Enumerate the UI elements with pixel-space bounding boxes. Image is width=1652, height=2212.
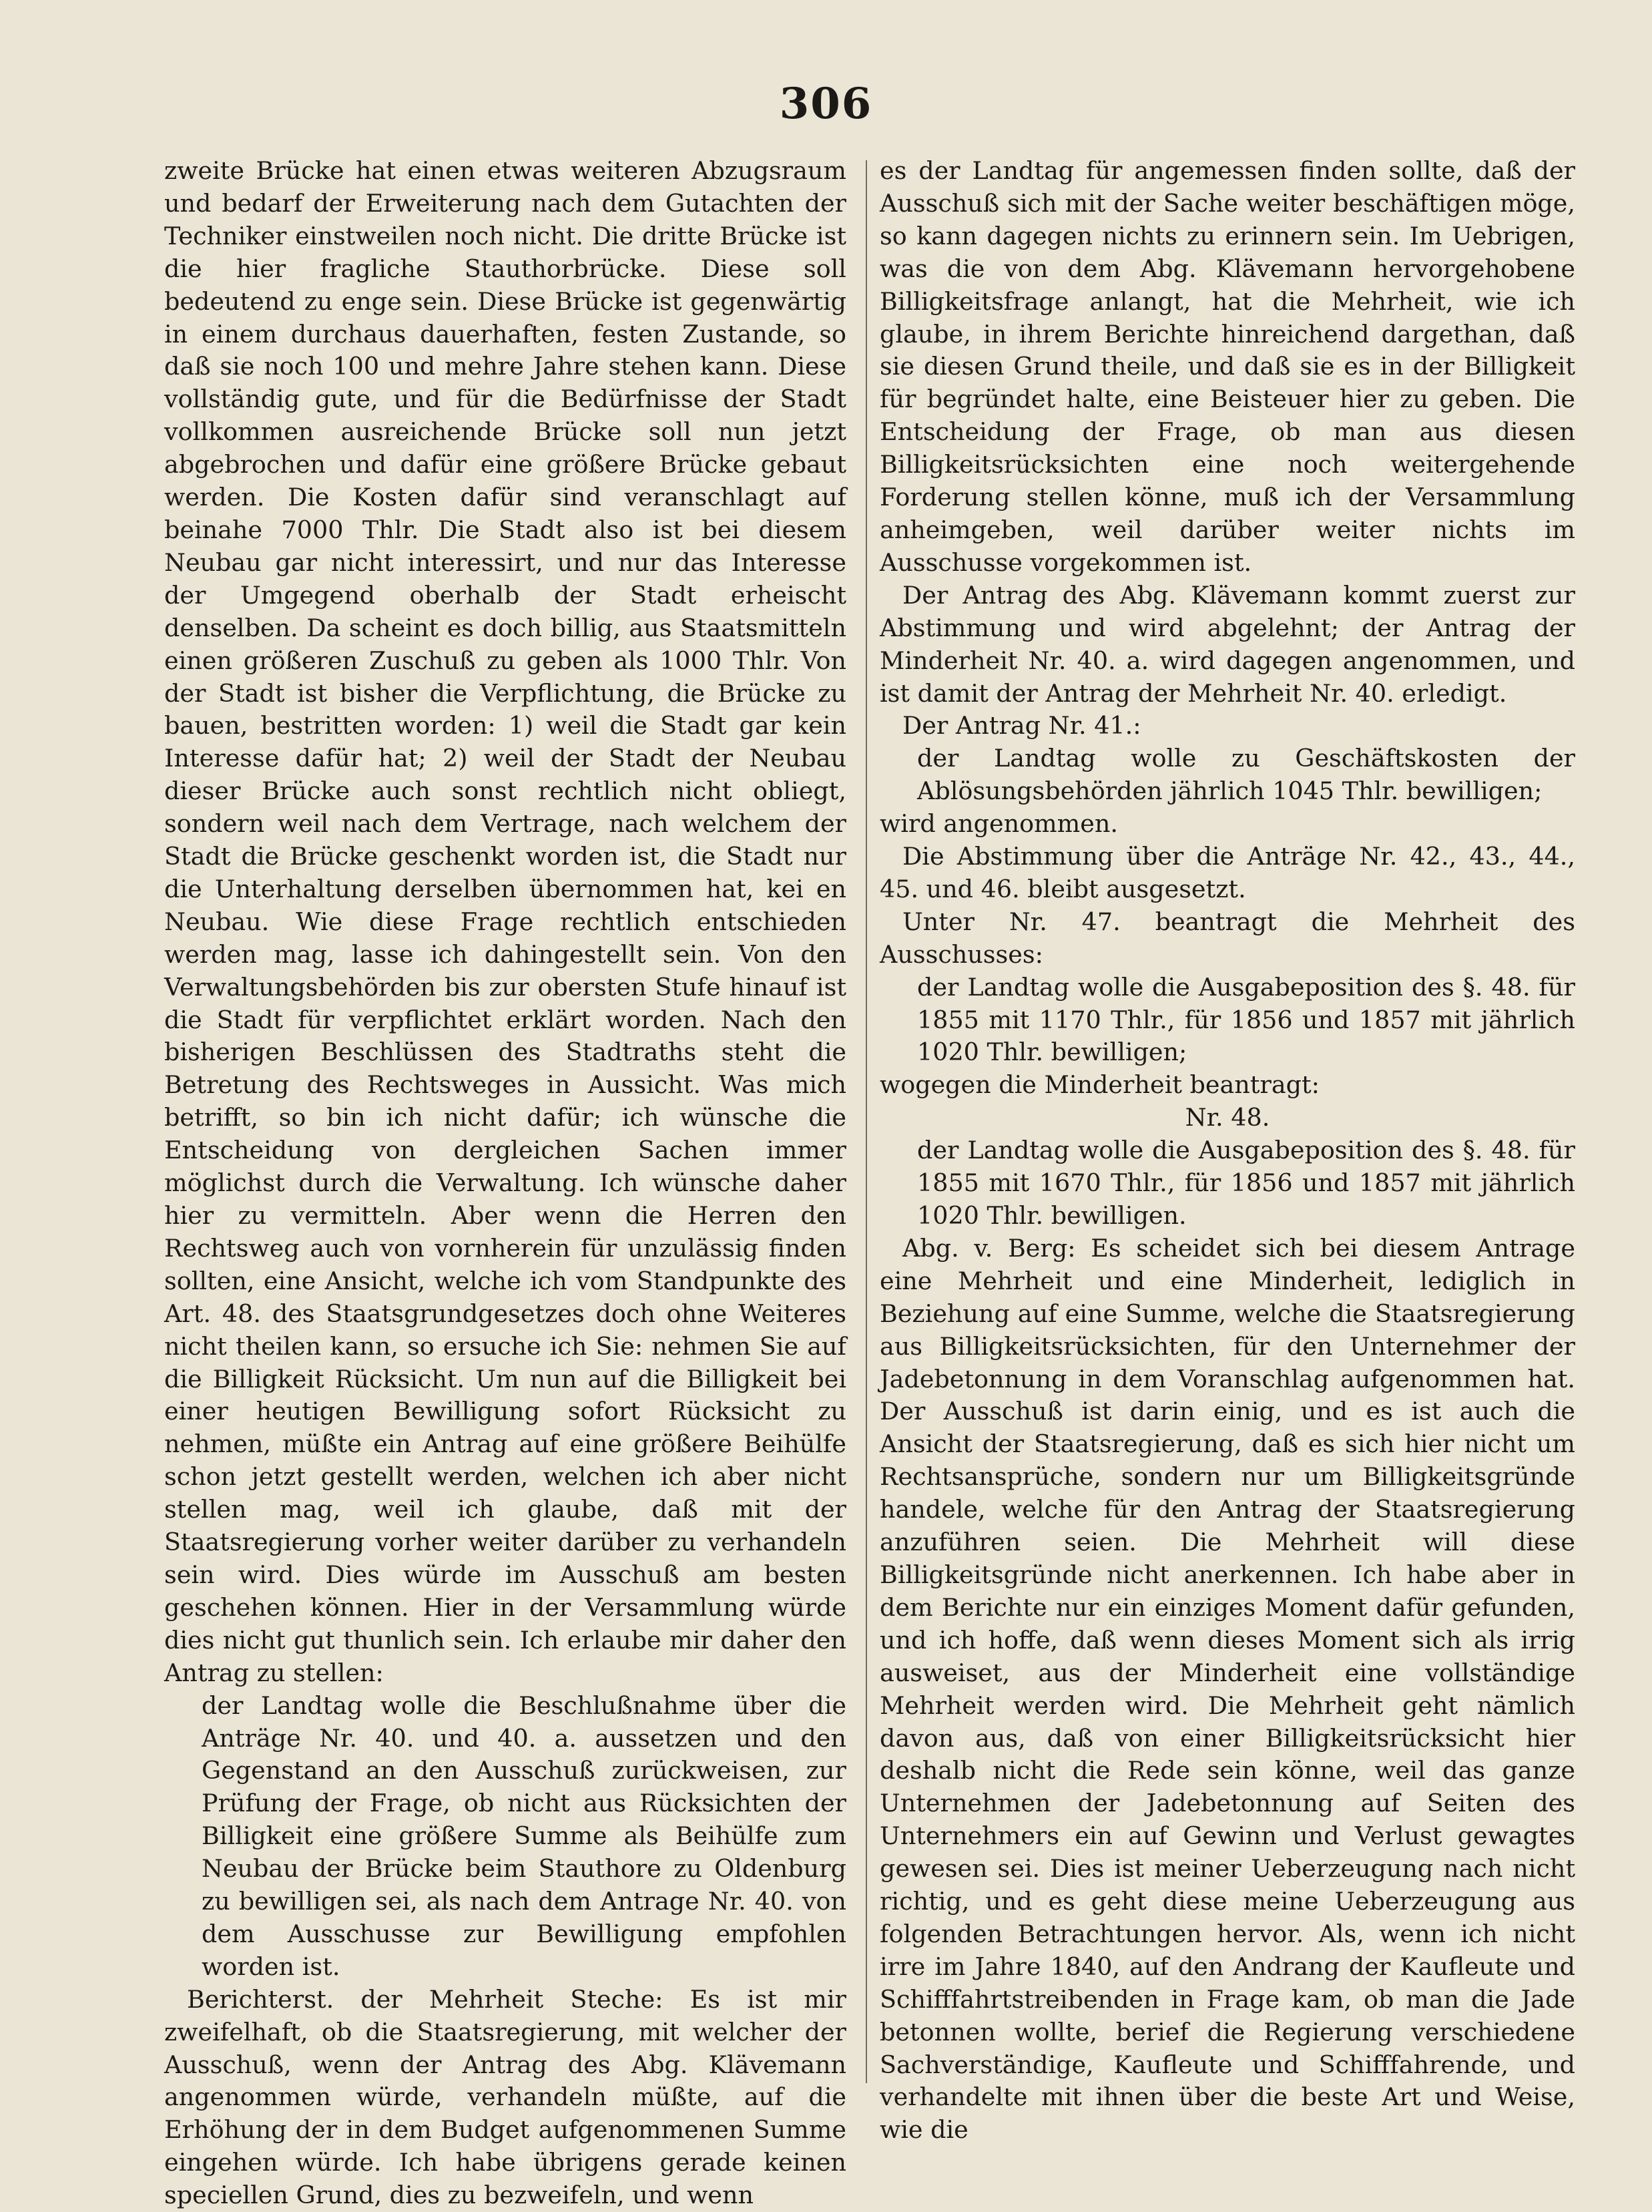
column-divider (866, 160, 867, 2083)
speech-text: Es scheidet sich bei diesem Antrage eine Mehrheit und eine Minderheit, lediglich in Beziehung auf eine Summe, welche die Staatsregierung aus Billigkeitsrücksichten, für den Unternehmer der Jadebetonnung in dem Voranschlag aufgenommen hat. Der Ausschuß ist darin einig, und es ist auch die Ansicht der Staatsregierung, daß es sich hier nicht um Rechtsansprüche, sondern nur um Billigkeitsgründe handele, welche für den Antrag der Staatsregierung anzuführen seien. Die Mehrheit will diese Billigkeitsgründe nicht anerkennen. Ich habe aber in dem Berichte nur ein einziges Moment dafür gefunden, und ich hoffe, daß wenn dieses Moment sich als irrig ausweiset, aus der Minderheit eine vollständige Mehrheit werden wird. Die Mehrheit geht nämlich davon aus, daß von einer Billigkeitsrücksicht hier deshalb nicht die Rede sein könne, weil das ganze Unternehmen der Jadebetonnung auf Seiten des Unternehmers ein auf Gewinn und Verlust gewagtes gewesen sei. Dies ist meiner Ueberzeugung nach nicht richtig, und es geht diese meine Ueberzeugung aus folgenden Betrachtungen hervor. Als, wenn ich nicht irre im Jahre 1840, auf den Andrang der Kaufleute und Schifffahrtstreibenden in Frage kam, ob man die Jade betonnen wollte, berief die Regierung verschiedene Sachverständige, Kaufleute und Schifffahrende, und verhandelte mit ihnen über die beste Art und Weise, wie die (880, 1233, 1575, 2145)
paragraph: Der Antrag Nr. 41.: (902, 711, 1141, 740)
speaker-label: Abg. v. Berg: (902, 1233, 1076, 1263)
paragraph (880, 1233, 1575, 2147)
paragraph: wogegen die Minderheit beantragt: (880, 1070, 1320, 1100)
motion-text: der Landtag wolle zu Geschäftskosten der Ablösungsbehörden jährlich 1045 Thlr. bewilligen; (917, 744, 1575, 806)
motion-number: Nr. 48. (1185, 1103, 1270, 1132)
paragraph: wird angenommen. (880, 809, 1118, 839)
speaker-label: Berichterst. der Mehrheit Steche: (187, 1984, 663, 2014)
paragraph: es der Landtag für angemessen finden sollte, daß der Ausschuß sich mit der Sache weiter beschäftigen möge, so kann dagegen nichts zu erinnern sein. Im Uebrigen, was die von dem Abg. Klävemann hervorgehobene Billigkeitsfrage anlangt, hat die Mehrheit, wie ich glaube, in ihrem Berichte hinreichend dargethan, daß sie diesen Grund theile, und daß sie es in der Billigkeit für begründet halte, eine Beisteuer hier zu geben. Die Entscheidung der Frage, ob man aus diesen Billigkeitsrücksichten eine noch weitergehende Forderung stellen könne, muß ich der Versammlung anheimgeben, weil darüber weiter nichts im Ausschusse vorgekommen ist. (880, 156, 1575, 577)
paragraph (164, 1984, 846, 2212)
paragraph: Die Abstimmung über die Anträge Nr. 42., 43., 44., 45. und 46. bleibt ausgesetzt. (880, 842, 1575, 903)
paragraph: Der Antrag des Abg. Klävemann kommt zuerst zur Abstimmung und wird abgelehnt; der Antrag der Minderheit Nr. 40. a. wird dagegen angenommen, und ist damit der Antrag der Mehrheit Nr. 40. erledigt. (880, 580, 1575, 708)
page-number: 306 (779, 79, 873, 129)
motion-text: der Landtag wolle die Ausgabeposition des §. 48. für 1855 mit 1170 Thlr., für 1856 und 1857 mit jährlich 1020 Thlr. bewilligen; (917, 972, 1575, 1067)
left-column (164, 155, 846, 2212)
motion-text: der Landtag wolle die Ausgabeposition des §. 48. für 1855 mit 1670 Thlr., für 1856 und 1857 mit jährlich 1020 Thlr. bewilligen. (917, 1136, 1575, 1230)
paragraph: Unter Nr. 47. beantragt die Mehrheit des Ausschusses: (880, 907, 1575, 969)
right-column (880, 155, 1575, 2147)
paragraph: zweite Brücke hat einen etwas weiteren Abzugsraum und bedarf der Erweiterung nach dem Gutachten der Techniker einstweilen noch nicht. Die dritte Brücke ist die hier fragliche Stauthorbrücke. Diese soll bedeutend zu enge sein. Diese Brücke ist gegenwärtig in einem durchaus dauerhaften, festen Zustande, so daß sie noch 100 und mehre Jahre stehen kann. Diese vollständig gute, und für die Bedürfnisse der Stadt vollkommen ausreichende Brücke soll nun jetzt abgebrochen und dafür eine größere Brücke gebaut werden. Die Kosten dafür sind veranschlagt auf beinahe 7000 Thlr. Die Stadt also ist bei diesem Neubau gar nicht interessirt, und nur das Interesse der Umgegend oberhalb der Stadt erheischt denselben. Da scheint es doch billig, aus Staatsmitteln einen größeren Zuschuß zu geben als 1000 Thlr. Von der Stadt ist bisher die Verpflichtung, die Brücke zu bauen, bestritten worden: 1) weil die Stadt gar kein Interesse dafür hat; 2) weil der Stadt der Neubau dieser Brücke auch sonst rechtlich nicht obliegt, sondern weil nach dem Vertrage, nach welchem der Stadt die Brücke geschenkt worden ist, die Stadt nur die Unterhaltung derselben übernommen hat, kei en Neubau. Wie diese Frage rechtlich entschieden werden mag, lasse ich dahingestellt sein. Von den Verwaltungsbehörden bis zur obersten Stufe hinauf ist die Stadt für verpflichtet erklärt worden. Nach den bisherigen Beschlüssen des Stadtraths steht die Betretung des Rechtsweges in Aussicht. Was mich betrifft, so bin ich nicht dafür; ich wünsche die Entscheidung von dergleichen Sachen immer möglichst durch die Verwaltung. Ich wünsche daher hier zu vermitteln. Aber wenn die Herren den Rechtsweg auch von vornherein für unzulässig finden sollten, eine Ansicht, welche ich vom Standpunkte des Art. 48. des Staatsgrundgesetzes doch ohne Weiteres nicht theilen kann, so ersuche ich Sie: nehmen Sie auf die Billigkeit Rücksicht. Um nun auf die Billigkeit bei einer heutigen Bewilligung sofort Rücksicht zu nehmen, müßte ein Antrag auf eine größere Beihülfe schon jetzt gestellt werden, welchen ich aber nicht stellen mag, weil ich glaube, daß mit der Staatsregierung vorher weiter darüber zu verhandeln sein wird. Dies würde im Ausschuß am besten geschehen können. Hier in der Versammlung würde dies nicht gut thunlich sein. Ich erlaube mir daher den Antrag zu stellen: (164, 156, 846, 1687)
motion-text: der Landtag wolle die Beschlußnahme über die Anträge Nr. 40. und 40. a. aussetzen und den Gegenstand an den Ausschuß zurückweisen, zur Prüfung der Frage, ob nicht aus Rücksichten der Billigkeit eine größere Summe als Beihülfe zum Neubau der Brücke beim Stauthore zu Oldenburg zu bewilligen sei, als nach dem Antrage Nr. 40. von dem Ausschusse zur Bewilligung empfohlen worden ist. (202, 1691, 846, 1981)
speech-text: Es ist mir zweifelhaft, ob die Staatsregierung, mit welcher der Ausschuß, wenn der Antrag des Abg. Klävemann angenommen würde, verhandeln müßte, auf die Erhöhung der in dem Budget aufgenommenen Summe eingehen würde. Ich habe übrigens gerade keinen speciellen Grund, dies zu bezweifeln, und wenn (164, 1984, 846, 2210)
